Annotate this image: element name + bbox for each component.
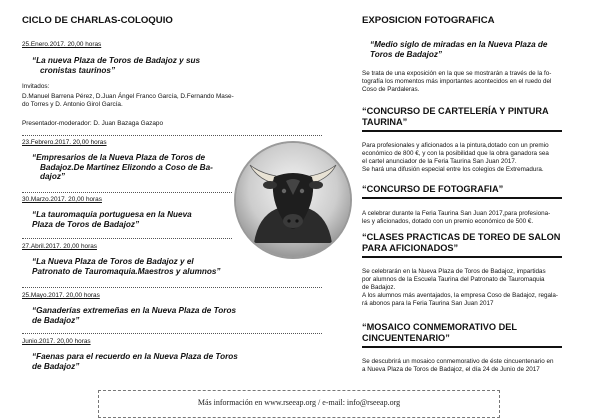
carteleria-text: Para profesionales y aficionados a la pintura,dotado con un premio económico de 800 €, y con la posibilidad que la obra ganadora sea el cartel anunciador de la Feria Taurina San Juan 2017. Se hará una difusión especial entre los colegios de Extremadura. (362, 142, 549, 173)
expo-text: Se trata de una exposición en la que se mostrarán a través de la fo- tografía los momentos más importantes acontecidos en el ruedo del Coso de Pardaleras. (362, 70, 552, 93)
talk-date: 25.Mayo.2017. 20,00 horas (22, 292, 100, 299)
talk-title: “Empresarios de la Nueva Plaza de Toros de Badajoz.De Martínez Elizondo a Coso de Ba- dajoz” (32, 153, 213, 182)
talk-date: Junio.2017. 20,00 horas (22, 338, 91, 345)
guest-list: D.Manuel Barrena Pérez, D.Juan Ángel Franco García, D.Fernando Mase- do Torres y D. Antonio Girol García. (22, 93, 234, 109)
talk-date: 27.Abril.2017. 20,00 horas (22, 243, 97, 250)
fotografia-text: A celebrar durante la Feria Taurina San Juan 2017,para profesiona- les y aficionados, dotado con un premio económico de 500 €. (362, 210, 551, 225)
talk-title: “La tauromaquia portuguesa en la Nueva Plaza de Toros de Badajoz” (32, 210, 192, 229)
talk-title: “La nueva Plaza de Toros de Badajoz y sus cronistas taurinos” (32, 56, 201, 75)
bull-photo (234, 141, 352, 259)
mosaico-title: “MOSAICO CONMEMORATIVO DEL CINCUENTENARIO” (362, 322, 517, 343)
footer-contact: Más información en www.rseeap.org / e-mail: info@rseeap.org (197, 398, 401, 407)
talk-date: 23.Febrero.2017. 20,00 horas (22, 139, 107, 146)
footer-box (98, 390, 500, 418)
divider (22, 238, 232, 239)
section-rule (362, 346, 562, 348)
divider (22, 287, 322, 288)
expo-heading: EXPOSICION FOTOGRAFICA (362, 15, 495, 26)
divider (22, 192, 232, 193)
section-rule (362, 130, 562, 132)
talk-date: 25.Enero.2017. 20,00 horas (22, 41, 102, 48)
charlas-heading: CICLO DE CHARLAS-COLOQUIO (22, 15, 173, 26)
bull-icon (236, 143, 350, 257)
section-rule (362, 256, 562, 258)
clases-text: Se celebrarán en la Nueva Plaza de Toros de Badajoz, impartidas por alumnos de la Escuela Taurina del Patronato de Tauromaquia de Badajoz. A los alumnos más aventajados, la empresa Coso de Badajoz, regala- rá abonos para la Feria Taurina San Juan 2017 (362, 268, 559, 307)
divider (22, 333, 322, 334)
talk-title: “Ganaderías extremeñas en la Nueva Plaza de Toros de Badajoz” (32, 306, 237, 325)
carteleria-title: “CONCURSO DE CARTELERÍA Y PINTURA TAURINA” (362, 106, 549, 127)
clases-title: “CLASES PRACTICAS DE TOREO DE SALON PARA AFICIONADOS” (362, 232, 561, 253)
invitados-label: Invitados: (22, 83, 50, 90)
divider (22, 135, 322, 136)
fotografia-title: “CONCURSO DE FOTOGRAFIA” (362, 184, 504, 194)
section-rule (362, 197, 562, 199)
talk-title: “Faenas para el recuerdo en la Nueva Plaza de Toros de Badajoz” (32, 352, 238, 371)
mosaico-text: Se descubrirá un mosaico conmemorativo de éste cincuentenario en a Nueva Plaza de Toros de Badajoz, el día 24 de Junio de 2017 (362, 358, 554, 373)
presenter: Presentador-moderador: D. Juan Bazaga Gazapo (22, 120, 164, 127)
talk-title: “La Nueva Plaza de Toros de Badajoz y el Patronato de Tauromaquia.Maestros y alumnos” (32, 257, 221, 276)
expo-subtitle: “Medio siglo de miradas en la Nueva Plaza de Toros de Badajoz” (370, 40, 548, 59)
talk-date: 30.Marzo.2017. 20,00 horas (22, 196, 102, 203)
